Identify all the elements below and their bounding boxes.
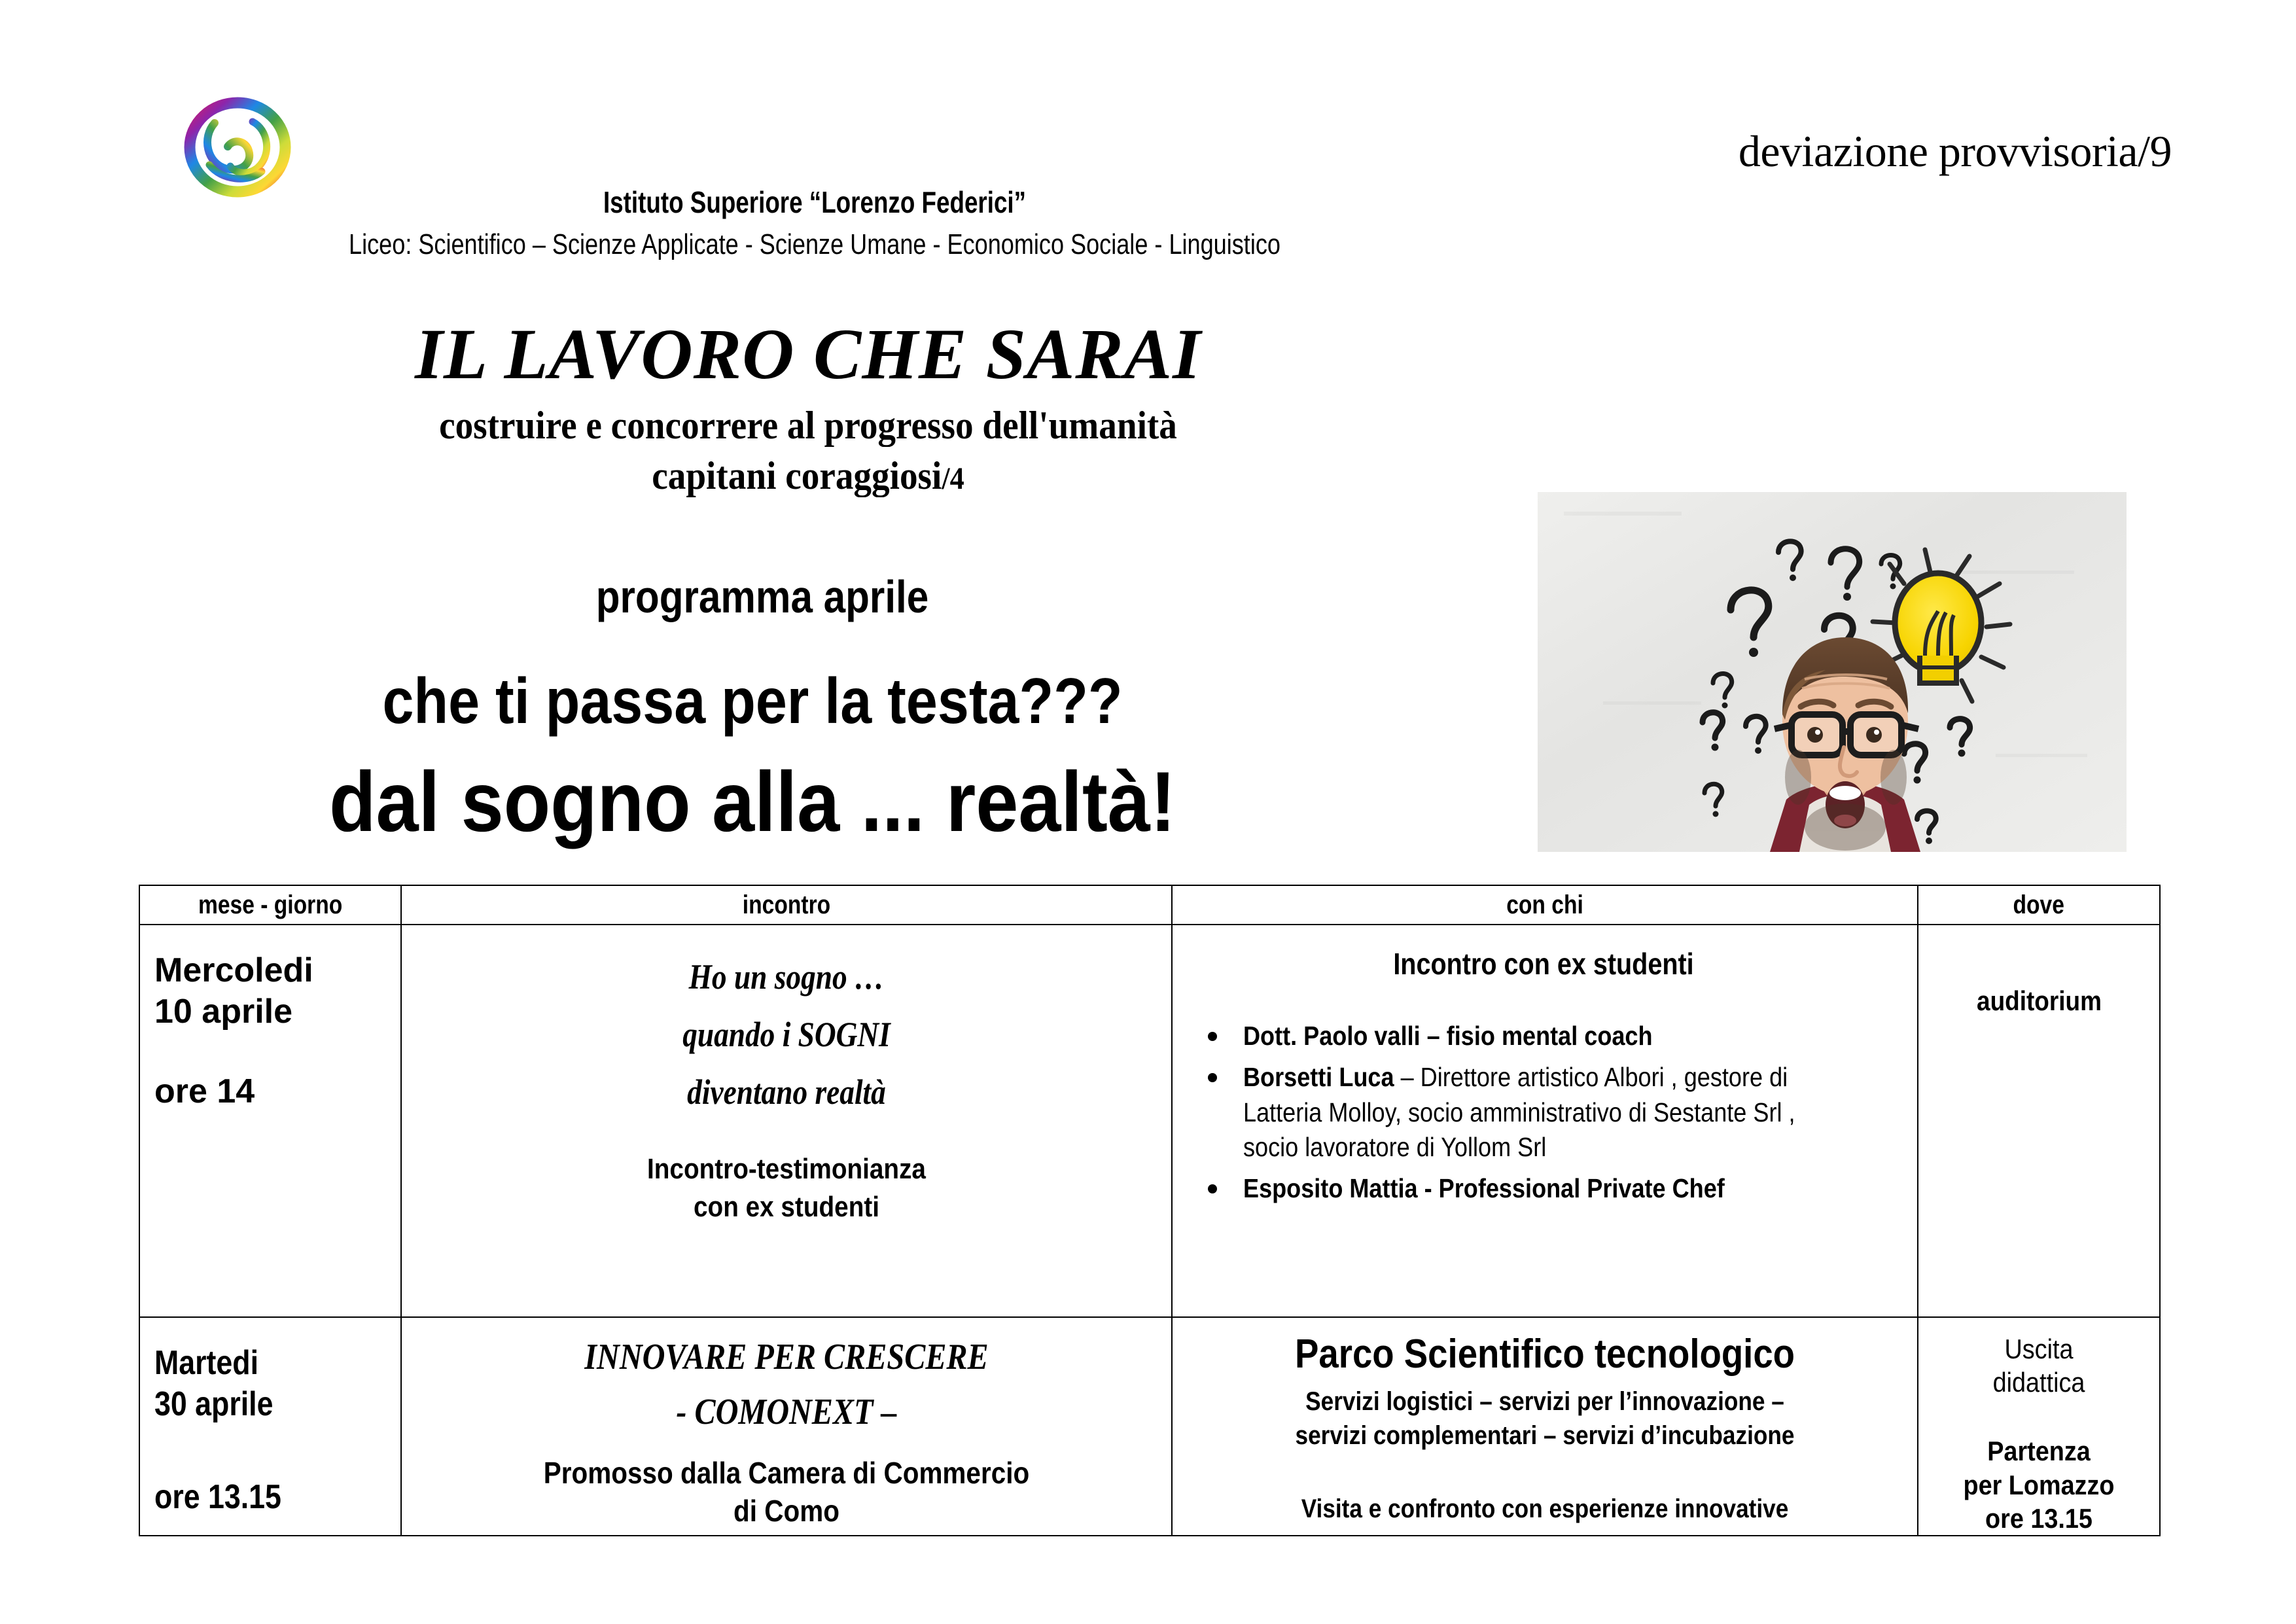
row2-day: Martedi xyxy=(154,1344,259,1382)
row1-incontro-italic-3: diventano realtà xyxy=(687,1072,886,1112)
row2-time: ore 13.15 xyxy=(154,1477,281,1516)
row1-speaker-3 xyxy=(1243,1171,1725,1206)
row1-dove-value: auditorium xyxy=(1976,985,2102,1016)
list-item xyxy=(1186,1019,1901,1053)
row1-incontro-italic-2: quando i SOGNI xyxy=(682,1015,891,1054)
row2-dove-light-1: Uscita xyxy=(2004,1333,2074,1364)
column-header-dove-label: dove xyxy=(2013,890,2065,919)
subtitle-2-text: capitani coraggiosi xyxy=(652,453,942,497)
row1-speaker-2-desc: – Direttore artistico Albori , gestore di Latteria Molloy, socio amministrativo di Sestante Srl , socio lavoratore di Yollom Srl xyxy=(1243,1062,1795,1163)
row2-incontro-cell xyxy=(401,1317,1172,1536)
bullet-dot-icon xyxy=(1208,1073,1217,1082)
column-header-mese-giorno-label: mese - giorno xyxy=(198,890,343,919)
row2-con-chi-title: Parco Scientifico tecnologico xyxy=(1294,1332,1795,1377)
row2-incontro-bold-1: Promosso dalla Camera di Commercio xyxy=(543,1455,1030,1490)
poster-subtitle-2 xyxy=(65,453,1551,499)
row2-dove-cell xyxy=(1918,1317,2160,1536)
school-name: Istituto Superiore “Lorenzo Federici” xyxy=(603,185,1027,219)
school-header xyxy=(0,185,1629,262)
school-branches: Liceo: Scientifico – Scienze Applicate - Scienze Umane - Economico Sociale - Linguistico xyxy=(349,228,1280,261)
poster-subtitle-1: costruire e concorrere al progresso dell'umanità xyxy=(439,404,1177,448)
bullet-dot-icon xyxy=(1208,1032,1217,1041)
row2-dove-strong-2: per Lomazzo xyxy=(1963,1469,2115,1500)
table-row xyxy=(139,1317,2160,1536)
page-marker: deviazione provvisoria/9 xyxy=(1738,126,2172,176)
row2-dove-strong-3: ore 13.15 xyxy=(1985,1502,2093,1534)
row1-incontro-bold-2: con ex studenti xyxy=(694,1191,879,1224)
row1-incontro-cell xyxy=(401,925,1172,1317)
idea-photo xyxy=(1538,492,2127,852)
row1-speakers-list xyxy=(1186,1019,1901,1206)
list-item xyxy=(1186,1171,1901,1206)
row1-speaker-2-name: Borsetti Luca xyxy=(1243,1062,1394,1093)
row2-incontro-italic-2: - COMONEXT – xyxy=(676,1392,897,1433)
row1-date-cell xyxy=(139,925,401,1317)
row1-date: 10 aprile xyxy=(154,993,293,1031)
row2-incontro-bold-2: di Como xyxy=(733,1493,839,1528)
headline-slogan: dal sogno alla ... realtà! xyxy=(329,754,1176,849)
row1-incontro-bold-1: Incontro-testimonianza xyxy=(647,1153,926,1185)
headline-question: che ti passa per la testa??? xyxy=(382,665,1123,737)
column-header-dove xyxy=(1918,885,2160,925)
row1-speaker-2 xyxy=(1243,1060,1822,1165)
title-block xyxy=(0,314,1616,499)
row2-date-cell xyxy=(139,1317,401,1536)
column-header-con-chi xyxy=(1172,885,1918,925)
row2-con-chi-services-1: Servizi logistici – servizi per l’innovazione – xyxy=(1305,1387,1784,1417)
schedule-table xyxy=(139,885,2161,1536)
row2-con-chi-note: Visita e confronto con esperienze innovative xyxy=(1301,1494,1789,1524)
programma-label: programma aprile xyxy=(595,571,929,622)
subtitle-2-number: /4 xyxy=(942,461,964,496)
table-header-row xyxy=(139,885,2160,925)
row2-con-chi-cell xyxy=(1172,1317,1918,1536)
row1-con-chi-heading: Incontro con ex studenti xyxy=(1393,947,1694,981)
column-header-incontro-label: incontro xyxy=(742,890,831,919)
poster-title: IL LAVORO CHE SARAI xyxy=(415,314,1201,394)
row1-time: ore 14 xyxy=(154,1072,255,1110)
table-row xyxy=(139,925,2160,1317)
bullet-dot-icon xyxy=(1208,1184,1217,1193)
row1-speaker-3-name: Esposito Mattia - Professional Private Chef xyxy=(1243,1173,1725,1204)
row1-speaker-1 xyxy=(1243,1019,1653,1053)
row1-incontro-italic-1: Ho un sogno … xyxy=(688,957,885,997)
column-header-con-chi-label: con chi xyxy=(1506,890,1583,919)
row1-speaker-1-name: Dott. Paolo valli – fisio mental coach xyxy=(1243,1021,1653,1051)
list-item xyxy=(1186,1060,1901,1165)
row2-incontro-italic-1: INNOVARE PER CRESCERE xyxy=(584,1337,989,1377)
row1-con-chi-cell xyxy=(1172,925,1918,1317)
column-header-mese-giorno xyxy=(139,885,401,925)
row1-dove-cell xyxy=(1918,925,2160,1317)
row1-day: Mercoledi xyxy=(154,951,313,989)
row2-con-chi-services-2: servizi complementari – servizi d’incubazione xyxy=(1295,1421,1795,1451)
row2-dove-strong-1: Partenza xyxy=(1987,1436,2091,1467)
row2-date: 30 aprile xyxy=(154,1385,274,1424)
row2-dove-light-2: didattica xyxy=(1992,1367,2085,1398)
column-header-incontro xyxy=(401,885,1172,925)
